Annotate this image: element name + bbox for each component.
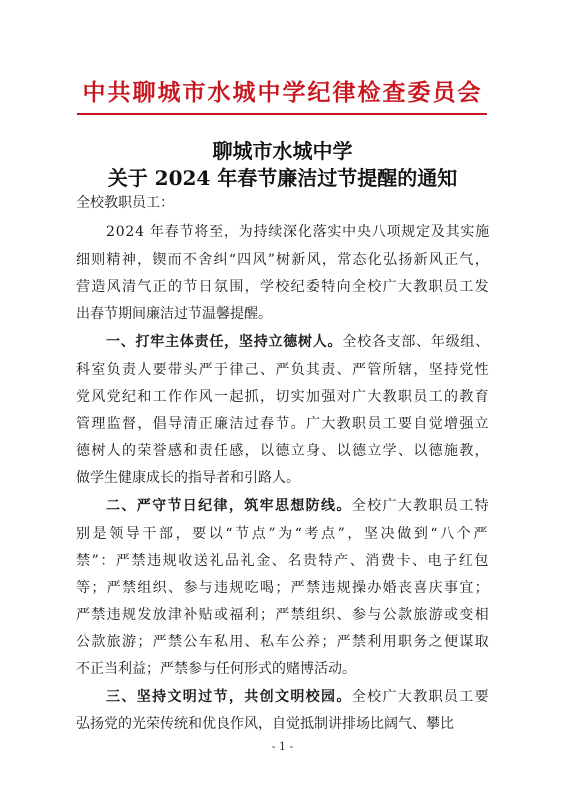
body-text: 全校广大教职员工要 xyxy=(351,689,491,705)
body-line xyxy=(76,441,490,461)
body-line xyxy=(76,605,490,625)
body-line xyxy=(106,687,490,707)
body-text: 德树人的荣誉感和责任感，以德立身、以德立学、以德施教， xyxy=(76,443,490,459)
body-line xyxy=(106,332,490,352)
body-line xyxy=(76,414,490,434)
body-line xyxy=(106,496,490,516)
section-heading: 三、坚持文明过节，共创文明校园。 xyxy=(106,689,352,705)
section-heading: 二、严守节日纪律，筑牢思想防线。 xyxy=(106,498,352,514)
body-text: 全校教职员工： xyxy=(76,195,174,211)
page-number: - 1 - xyxy=(271,740,294,753)
body-text: 营造风清气正的节日氛围，学校纪委特向全校广大教职员工发 xyxy=(76,279,490,295)
body-line xyxy=(76,468,300,488)
body-text: 科室负责人要带头严于律己、严负其责、严管所辖，坚持党性 xyxy=(76,362,490,378)
body-text: 出春节期间廉洁过节温馨提醒。 xyxy=(76,306,272,322)
document-title-line2: 关于 2024 年春节廉洁过节提醒的通知 xyxy=(107,166,458,190)
body-line xyxy=(76,578,490,598)
body-text: 党风党纪和工作作风一起抓，切实加强对广大教职员工的教育 xyxy=(76,389,490,405)
body-line xyxy=(76,193,174,213)
body-text: 严禁违规发放津补贴或福利；严禁组织、参与公款旅游或变相 xyxy=(76,607,490,623)
body-text: 禁”：严禁违规收送礼品礼金、名贵特产、消费卡、电子红包 xyxy=(76,553,491,569)
body-line xyxy=(76,551,490,571)
body-text: 做学生健康成长的指导者和引路人。 xyxy=(76,470,300,486)
body-line xyxy=(76,632,490,652)
body-line xyxy=(76,387,490,407)
body-line xyxy=(76,250,490,270)
body-text: 公款旅游；严禁公车私用、私车公养；严禁利用职务之便谋取 xyxy=(76,634,490,650)
body-line xyxy=(76,714,454,734)
body-text: 弘扬党的光荣传统和优良作风，自觉抵制讲排场比阔气、攀比 xyxy=(76,716,454,732)
body-line xyxy=(76,360,490,380)
body-text: 不正当利益；严禁参与任何形式的赌博活动。 xyxy=(76,661,356,677)
letterhead-title: 中共聊城市水城中学纪律检查委员会 xyxy=(82,80,483,106)
body-text: 2024 年春节将至，为持续深化落实中央八项规定及其实施 xyxy=(106,224,491,240)
body-text: 管理监督，倡导清正廉洁过春节。广大教职员工要自觉增强立 xyxy=(76,416,490,432)
body-line xyxy=(106,222,490,242)
body-line xyxy=(76,304,272,324)
letterhead-red-rule xyxy=(77,113,487,115)
section-heading: 一、打牢主体责任，坚持立德树人。 xyxy=(106,334,343,350)
body-line xyxy=(76,277,490,297)
body-line xyxy=(76,659,356,679)
body-text: 细则精神，锲而不舍纠“四风”树新风，常态化弘扬新风正气， xyxy=(76,252,490,268)
body-text: 等；严禁组织、参与违规吃喝；严禁违规操办婚丧喜庆事宜； xyxy=(76,580,490,596)
body-text: 别是领导干部，要以“节点”为“考点”，坚决做到“八个严 xyxy=(76,526,490,542)
body-text: 全校广大教职员工特 xyxy=(351,498,491,514)
document-title-line1: 聊城市水城中学 xyxy=(212,139,353,163)
body-line xyxy=(76,524,490,544)
body-text: 全校各支部、年级组、 xyxy=(342,334,491,350)
